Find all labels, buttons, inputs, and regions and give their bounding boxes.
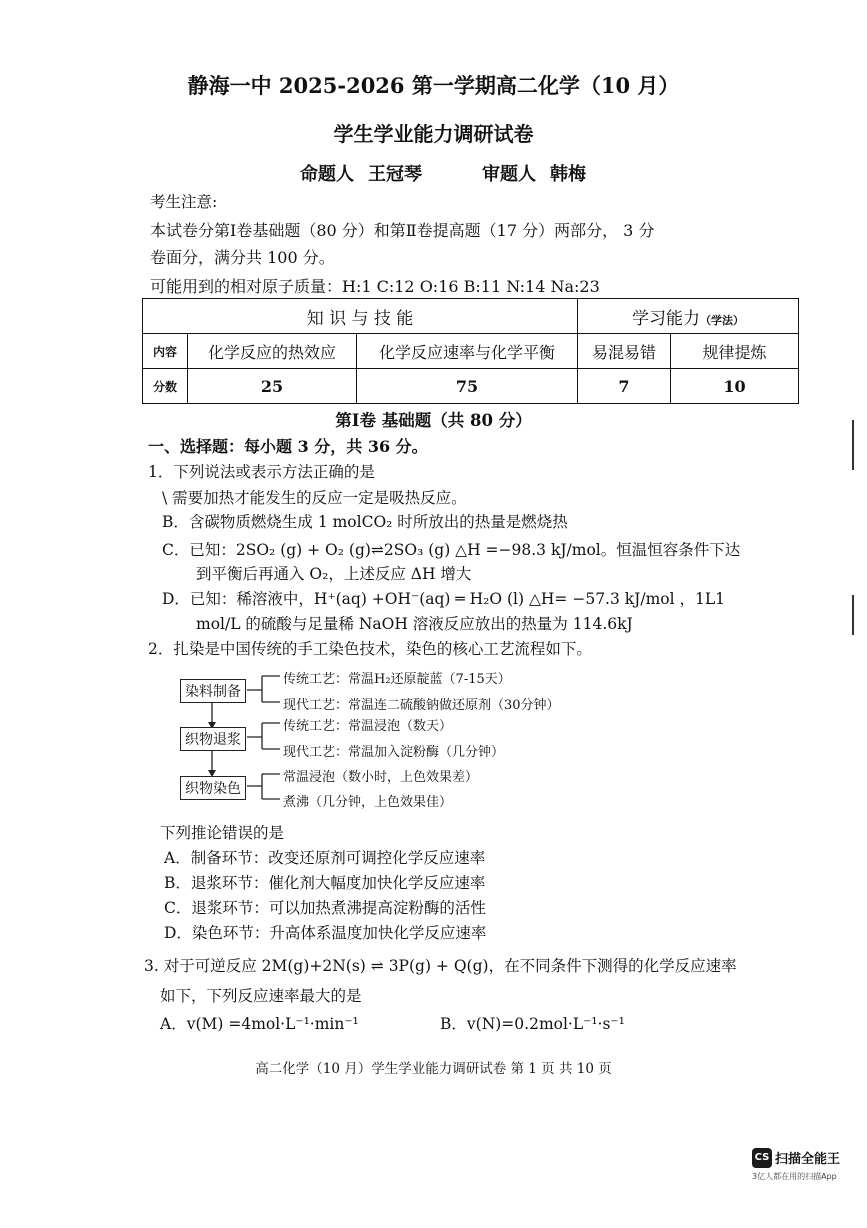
reviewer-label: 审题人	[482, 164, 536, 185]
table-cell: 25	[188, 369, 357, 404]
setter-name: 王冠琴	[368, 164, 422, 185]
scanner-app-name: 扫描全能王	[775, 1152, 841, 1167]
q1-stem: 1．下列说法或表示方法正确的是	[148, 463, 375, 481]
q3-stem: 3. 对于可逆反应 2M(g)+2N(s) ⇌ 3P(g) + Q(g)，在不同条件下测得的化学反应速率	[144, 957, 737, 975]
flow-step-dye-boil: 煮沸（几分钟，上色效果佳）	[283, 795, 453, 810]
atomic-masses: 可能用到的相对原子质量：H:1 C:12 O:16 B:11 N:14 Na:23	[150, 277, 600, 296]
q1-option-b: B．含碳物质燃烧生成 1 molCO₂ 时所放出的热量是燃烧热	[162, 513, 568, 531]
q3-option-a: A．v(M) =4mol·L⁻¹·min⁻¹	[160, 1015, 359, 1033]
table-cell: 10	[671, 369, 799, 404]
page-footer: 高二化学（10 月）学生学业能力调研试卷 第 1 页 共 10 页	[255, 1061, 612, 1077]
q2-option-b: B．退浆环节：催化剂大幅度加快化学反应速率	[164, 874, 486, 892]
flow-step-prepare-traditional: 传统工艺：常温H₂还原靛蓝（7-15天）	[283, 672, 511, 687]
q2-option-c: C．退浆环节：可以加热煮沸提高淀粉酶的活性	[164, 899, 486, 917]
section-title: 第Ⅰ卷 基础题（共 80 分）	[335, 411, 532, 430]
flow-step-desize-modern: 现代工艺：常温加入淀粉酶（几分钟）	[283, 745, 505, 760]
part-heading: 一、选择题：每小题 3 分，共 36 分。	[148, 437, 428, 456]
notice-line-2: 卷面分，满分共 100 分。	[150, 248, 335, 267]
notice-line-1: 本试卷分第Ⅰ卷基础题（80 分）和第Ⅱ卷提高题（17 分）两部分， 3 分	[150, 221, 655, 240]
notice-heading: 考生注意:	[150, 193, 218, 211]
flow-step-prepare-modern: 现代工艺：常温连二硫酸钠做还原剂（30分钟）	[283, 698, 560, 713]
table-cell: 化学反应的热效应	[188, 334, 357, 369]
q3-option-b: B．v(N)=0.2mol·L⁻¹·s⁻¹	[440, 1015, 625, 1033]
table-cell: 化学反应速率与化学平衡	[357, 334, 578, 369]
row-label-score: 分数	[143, 369, 188, 404]
q1-option-c-line1: C．已知：2SO₂ (g) + O₂ (g)⇌2SO₃ (g) △H =−98.3 kJ/mol。恒温恒容条件下达	[162, 541, 741, 559]
q1-option-a: \ 需要加热才能发生的反应一定是吸热反应。	[162, 489, 467, 507]
reviewer-name: 韩梅	[550, 164, 586, 185]
scan-edge-mark	[852, 420, 854, 470]
flow-step-dye-soak: 常温浸泡（数小时，上色效果差）	[283, 770, 479, 785]
flow-step-dye: 织物染色	[180, 776, 246, 800]
exam-title: 静海一中 2025-2026 第一学期高二化学（10 月）	[187, 73, 680, 98]
group-knowledge: 知 识 与 技 能	[143, 299, 578, 334]
q2-option-a: A．制备环节：改变还原剂可调控化学反应速率	[164, 849, 486, 867]
scanner-watermark	[752, 1147, 840, 1182]
exam-subtitle: 学生学业能力调研试卷	[333, 122, 534, 146]
scanner-logo-icon: CS	[752, 1148, 772, 1168]
flow-step-desize: 织物退浆	[180, 727, 246, 751]
table-cell: 75	[357, 369, 578, 404]
q2-option-d: D．染色环节：升高体系温度加快化学反应速率	[164, 924, 487, 942]
q2-prompt: 下列推论错误的是	[160, 824, 285, 842]
setter-label: 命题人	[300, 164, 354, 185]
table-cell: 易混易错	[578, 334, 671, 369]
scan-edge-mark	[852, 595, 854, 635]
group-ability-note: （学法）	[700, 313, 744, 327]
q1-option-c-line2: 到平衡后再通入 O₂，上述反应 ΔH 增大	[196, 565, 472, 583]
q1-option-d-line1: D．已知：稀溶液中，H⁺(aq) +OH⁻(aq) ═ H₂O (l) △H= −57.3 kJ/mol ，1L1	[162, 590, 726, 608]
q2-stem: 2．扎染是中国传统的手工染色技术，染色的核心工艺流程如下。	[148, 640, 592, 658]
group-ability-label: 学习能力	[632, 308, 700, 329]
table-cell: 7	[578, 369, 671, 404]
flow-step-desize-traditional: 传统工艺：常温浸泡（数天）	[283, 719, 453, 734]
flow-step-prepare: 染料制备	[180, 679, 246, 703]
scanner-tagline: 3亿人都在用的扫描App	[752, 1171, 837, 1181]
row-label-content: 内容	[143, 334, 188, 369]
table-cell: 规律提炼	[671, 334, 799, 369]
q3-stem-line2: 如下，下列反应速率最大的是	[160, 987, 362, 1005]
q1-option-d-line2: mol/L 的硫酸与足量稀 NaOH 溶液反应放出的热量为 114.6kJ	[196, 615, 633, 633]
